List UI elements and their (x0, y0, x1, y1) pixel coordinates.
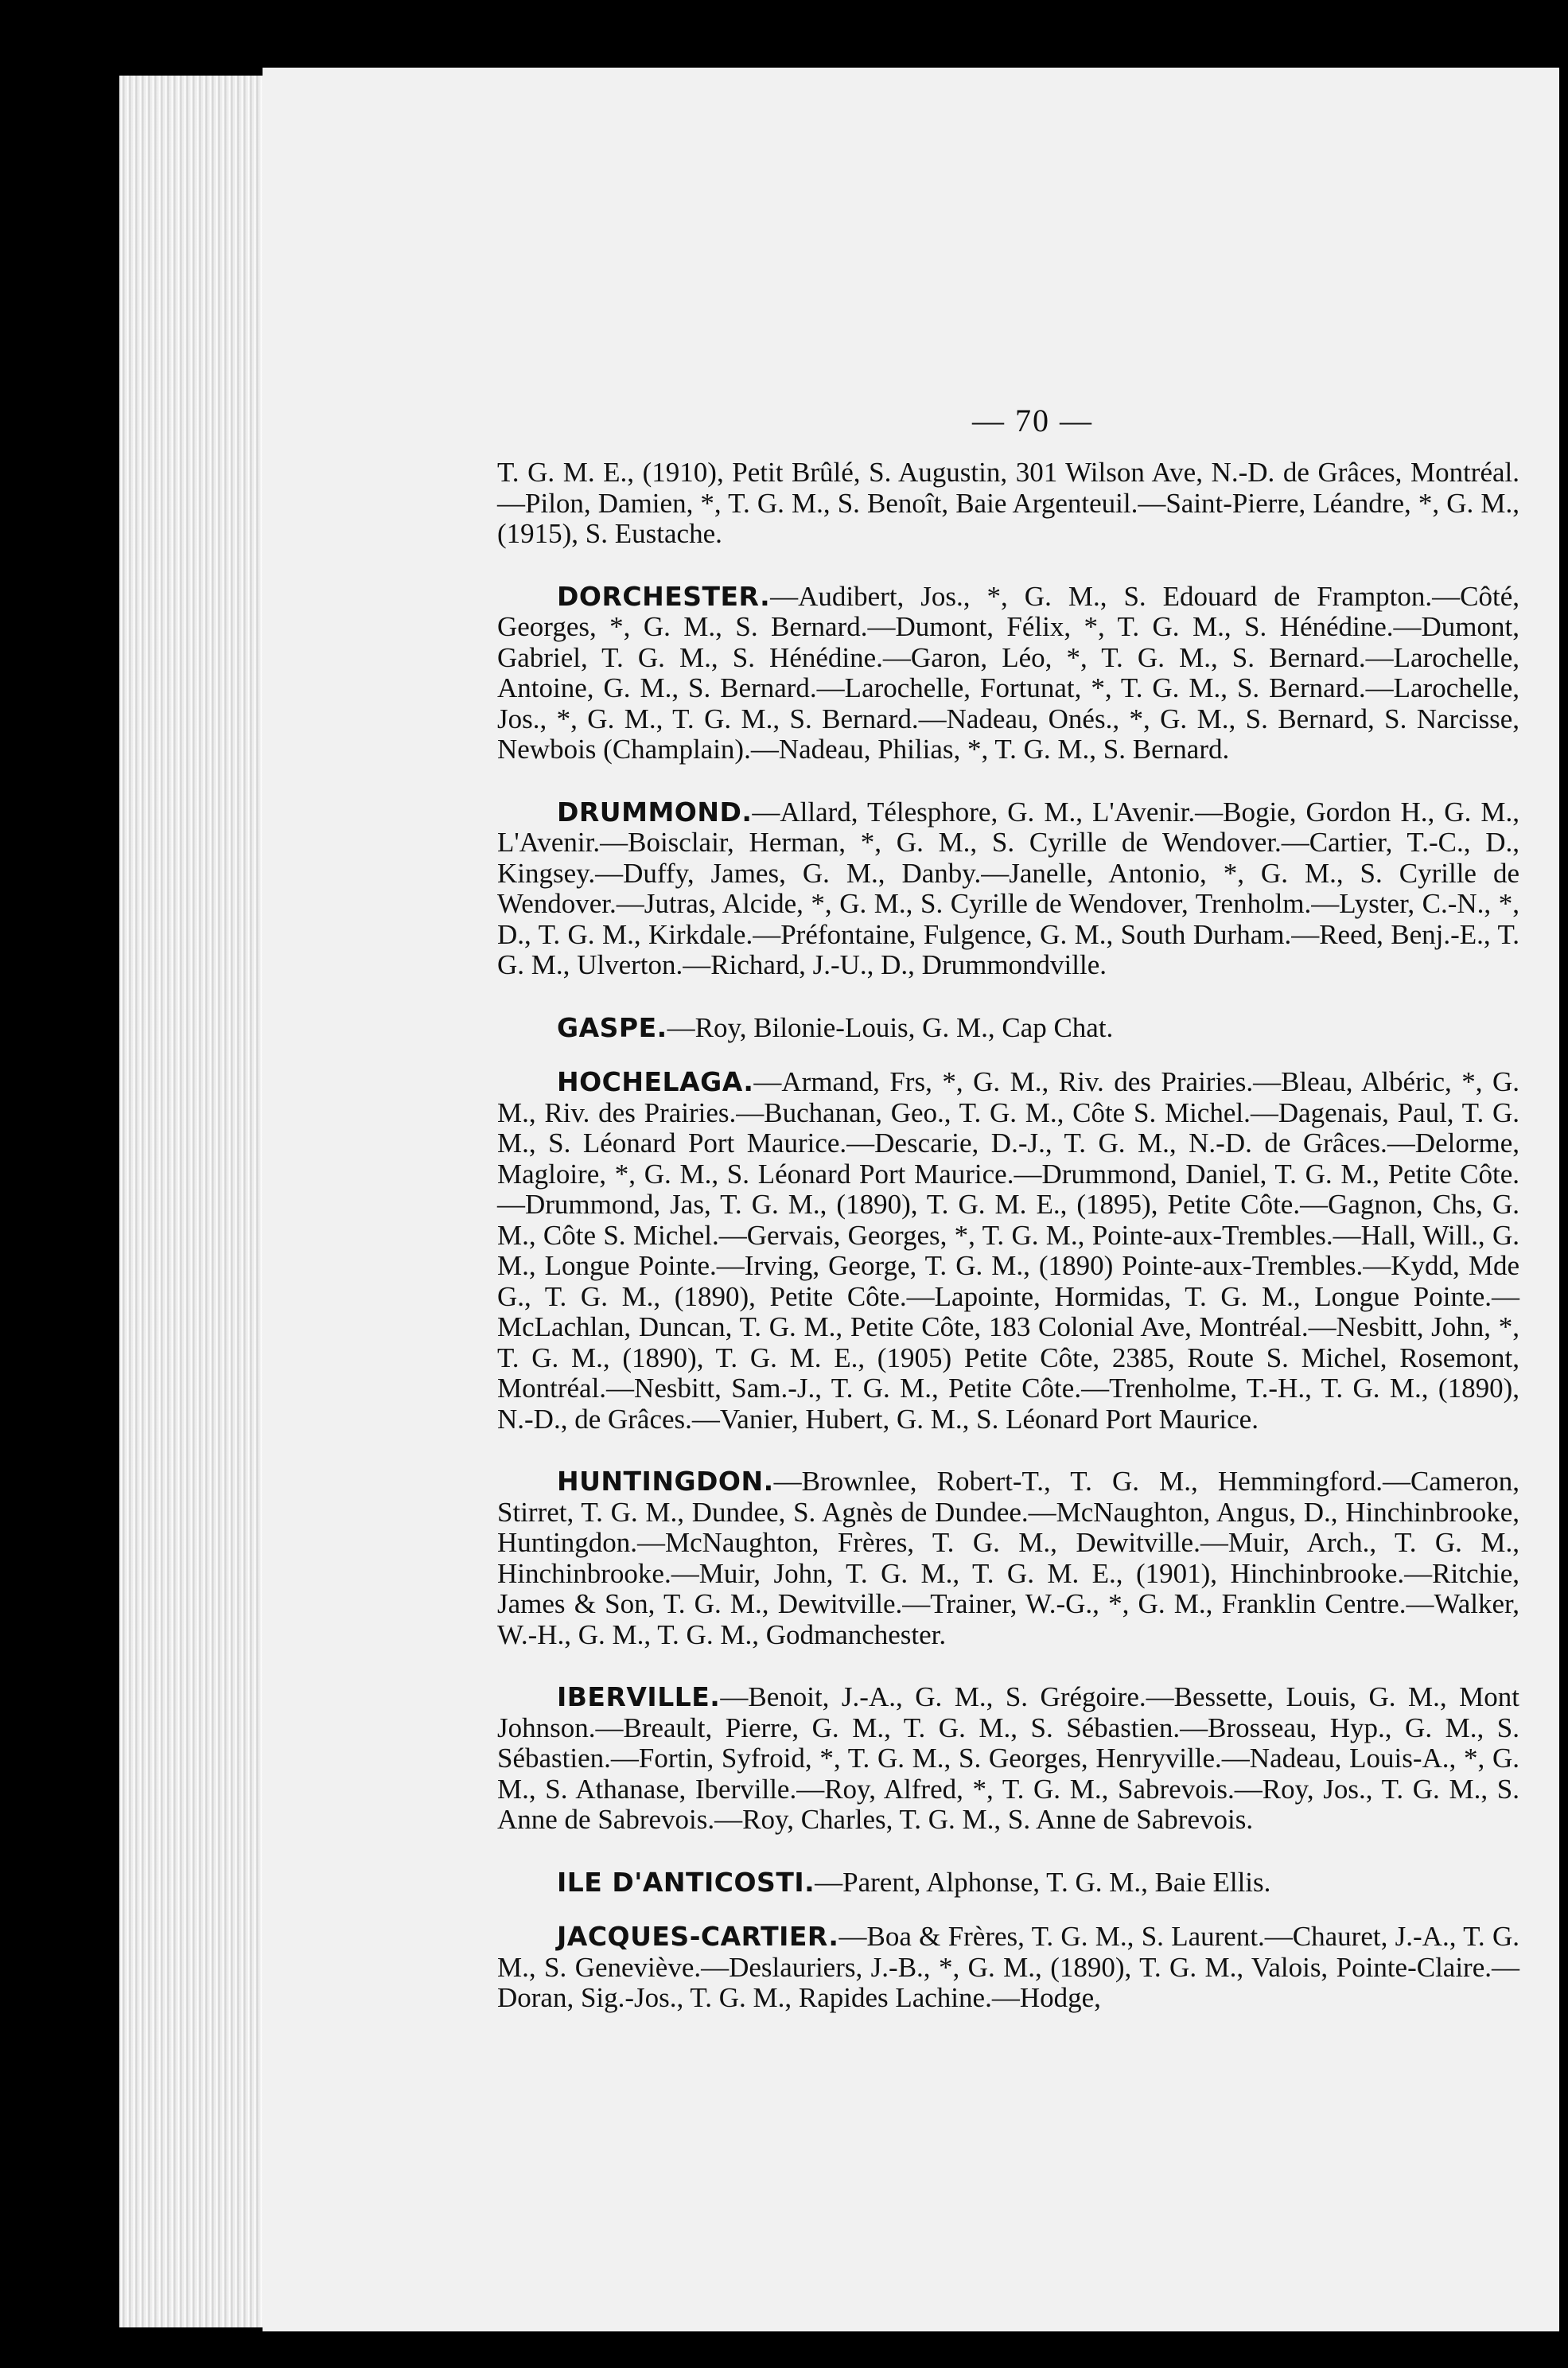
directory-text (497, 458, 1519, 2046)
entry-text: —Roy, Bilonie-Louis, G. M., Cap Chat. (667, 1011, 1114, 1043)
county-section-hochelaga (497, 1067, 1519, 1435)
county-heading: JACQUES-CARTIER. (557, 1921, 839, 1952)
county-heading: DORCHESTER. (557, 580, 771, 612)
entry-text: —Boa & Frères, T. G. M., S. Laurent.—Chauret, J.-A., T. G. M., S. Geneviève.—Deslauriers, J.-B., *, G. M., (1890), T. G. M., Valois, Pointe-Claire.—Doran, Sig.-Jos., T. G. M., Rapides Lachine.—Hodge, (497, 1921, 1519, 2013)
entry-text: —Armand, Frs, *, G. M., Riv. des Prairies.—Bleau, Albéric, *, G. M., Riv. des Prairies.—Buchanan, Geo., T. G. M., Côte S. Michel.—Dagenais, Paul, T. G. M., S. Léonard Port Maurice.—Descarie, D.-J., T. G. M., N.-D. de Grâces.—Delorme, Magloire, *, G. M., S. Léonard Port Maurice.—Drummond, Daniel, T. G. M., Petite Côte.—Drummond, Jas, T. G. M., (1890), T. G. M. E., (1895), Petite Côte.—Gagnon, Chs, G. M., Côte S. Michel.—Gervais, Georges, *, T. G. M., Pointe-aux-Trembles.—Hall, Will., G. M., Longue Pointe.—Irving, George, T. G. M., (1890) Pointe-aux-Trembles.—Kydd, Mde G., T. G. M., (1890), Petite Côte.—Lapointe, Hormidas, T. G. M., Longue Pointe.—McLachlan, Duncan, T. G. M., Petite Côte, 183 Colonial Ave, Montréal.—Nesbitt, John, *, T. G. M., (1890), T. G. M. E., (1905) Petite Côte, 2385, Route S. Michel, Rosemont, Montréal.—Nesbitt, Sam.-J., T. G. M., Petite Côte.—Trenholme, T.-H., T. G. M., (1890), N.-D., de Grâces.—Vanier, Hubert, G. M., S. Léonard Port Maurice. (497, 1066, 1519, 1435)
entry-text: —Parent, Alphonse, T. G. M., Baie Ellis. (815, 1866, 1271, 1898)
entry-text: T. G. M. E., (1910), Petit Brûlé, S. Augustin, 301 Wilson Ave, N.-D. de Grâces, Montréal.—Pilon, Damien, *, T. G. M., S. Benoît, Baie Argenteuil.—Saint-Pierre, Léandre, *, G. M., (1915), S. Eustache. (497, 457, 1519, 549)
book-page-edges (119, 76, 270, 2327)
county-heading: IBERVILLE. (557, 1681, 721, 1712)
county-heading: ILE D'ANTICOSTI. (557, 1866, 815, 1898)
entry-text: —Allard, Télesphore, G. M., L'Avenir.—Bogie, Gordon H., G. M., L'Avenir.—Boisclair, Herman, *, G. M., S. Cyrille de Wendover.—Cartier, T.-C., D., Kingsey.—Duffy, James, G. M., Danby.—Janelle, Antonio, *, G. M., S. Cyrille de Wendover.—Jutras, Alcide, *, G. M., S. Cyrille de Wendover, Trenholm.—Lyster, C.-N., *, D., T. G. M., Kirkdale.—Préfontaine, Fulgence, G. M., South Durham.—Reed, Benj.-E., T. G. M., Ulverton.—Richard, J.-U., D., Drummondville. (497, 796, 1519, 980)
county-heading: GASPE. (557, 1011, 667, 1043)
county-section-iberville (497, 1682, 1519, 1836)
entry-text: —Benoit, J.-A., G. M., S. Grégoire.—Bessette, Louis, G. M., Mont Johnson.—Breault, Pierre, G. M., T. G. M., S. Sébastien.—Brosseau, Hyp., G. M., S. Sébastien.—Fortin, Syfroid, *, T. G. M., S. Georges, Henryville.—Nadeau, Louis-A., *, G. M., S. Athanase, Iberville.—Roy, Alfred, *, T. G. M., Sabrevois.—Roy, Jos., T. G. M., S. Anne de Sabrevois.—Roy, Charles, T. G. M., S. Anne de Sabrevois. (497, 1681, 1519, 1835)
county-heading: HOCHELAGA. (557, 1066, 754, 1097)
county-section-jacques-cartier (497, 1922, 1519, 2014)
county-section-dorchester (497, 582, 1519, 765)
county-section-drummond (497, 797, 1519, 981)
entry-text: —Brownlee, Robert-T., T. G. M., Hemmingford.—Cameron, Stirret, T. G. M., Dundee, S. Agnès de Dundee.—McNaughton, Angus, D., Hinchinbrooke, Huntingdon.—McNaughton, Frères, T. G. M., Dewitville.—Muir, Arch., T. G. M., Hinchinbrooke.—Muir, John, T. G. M., T. G. M. E., (1901), Hinchinbrooke.—Ritchie, James & Son, T. G. M., Dewitville.—Trainer, W.-G., *, G. M., Franklin Centre.—Walker, W.-H., G. M., T. G. M., Godmanchester. (497, 1466, 1519, 1650)
continued-entry (497, 458, 1519, 550)
page-number: — 70 — (972, 403, 1093, 438)
county-heading: DRUMMOND. (557, 796, 753, 828)
entry-text: —Audibert, Jos., *, G. M., S. Edouard de Frampton.—Côté, Georges, *, G. M., S. Bernard.—Dumont, Félix, *, T. G. M., S. Hénédine.—Dumont, Gabriel, T. G. M., S. Hénédine.—Garon, Léo, *, T. G. M., S. Bernard.—Larochelle, Antoine, G. M., S. Bernard.—Larochelle, Fortunat, *, T. G. M., S. Bernard.—Larochelle, Jos., *, G. M., T. G. M., S. Bernard.—Nadeau, Onés., *, G. M., S. Bernard, S. Narcisse, Newbois (Champlain).—Nadeau, Philias, *, T. G. M., S. Bernard. (497, 580, 1519, 765)
county-heading: HUNTINGDON. (557, 1466, 774, 1497)
county-section-gaspe (497, 1013, 1519, 1044)
county-section-huntingdon (497, 1466, 1519, 1650)
county-section-ile-d-anticosti (497, 1868, 1519, 1899)
